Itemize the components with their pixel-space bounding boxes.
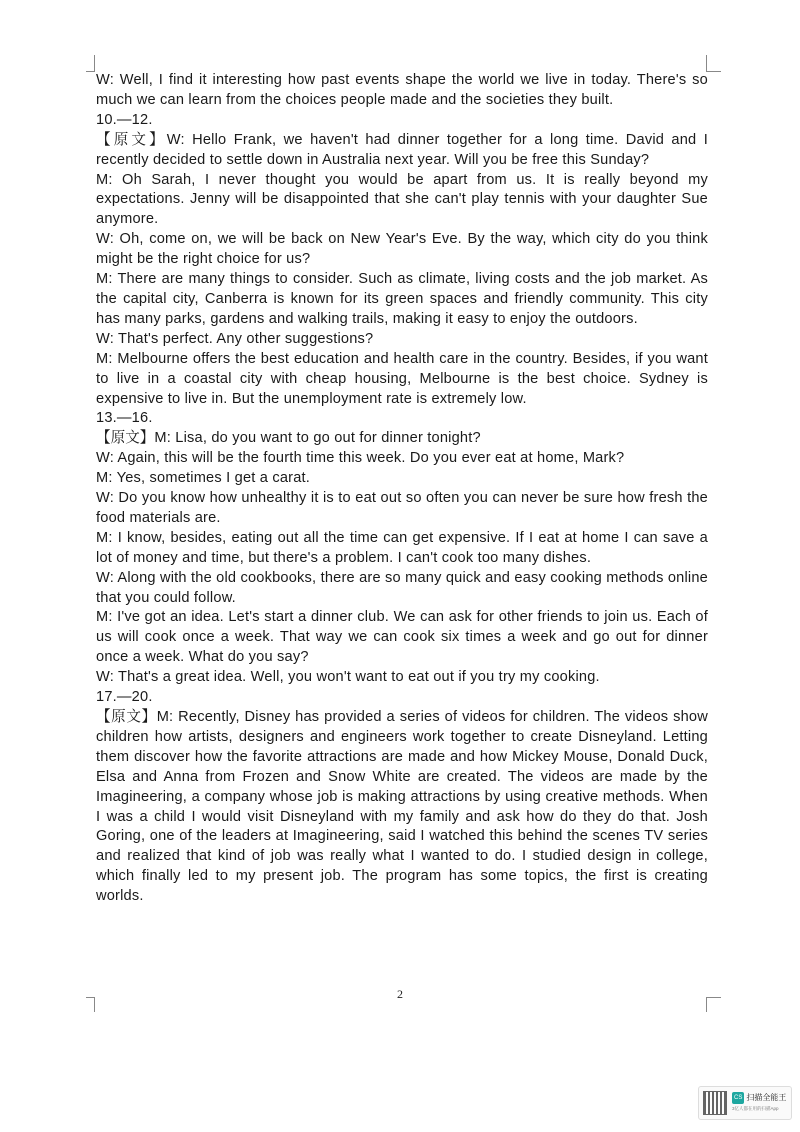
paragraph-text: W: Along with the old cookbooks, there are so many quick and easy cooking methods online that you could follow. bbox=[96, 569, 708, 606]
transcript-paragraph bbox=[96, 489, 708, 529]
transcript-paragraph bbox=[96, 71, 708, 111]
scanner-app-name: 扫描全能王 bbox=[746, 1093, 787, 1102]
paragraph-text: W: That's a great idea. Well, you won't want to eat out if you try my cooking. bbox=[96, 669, 600, 686]
transcript-paragraph bbox=[96, 449, 708, 469]
transcript-paragraph bbox=[96, 608, 708, 668]
document-body bbox=[96, 71, 708, 907]
transcript-paragraph bbox=[96, 668, 708, 688]
original-text-tag: 【原文】 bbox=[96, 430, 155, 447]
transcript-paragraph bbox=[96, 330, 708, 350]
transcript-paragraph bbox=[96, 529, 708, 569]
paragraph-text: W: Well, I find it interesting how past events shape the world we live in today. There's so much we can learn from the choices people made and the societies they built. bbox=[96, 72, 708, 108]
paragraph-text: W: Do you know how unhealthy it is to eat out so often you can never be sure how fresh the food materials are. bbox=[96, 490, 708, 526]
paragraph-text: M: I've got an idea. Let's start a dinner club. We can ask for other friends to join us. Each of us will cook once a week. That way we can cook six times a week and go out for dinner once a week. What do you say? bbox=[96, 609, 708, 666]
paragraph-text: W: Again, this will be the fourth time this week. Do you ever eat at home, Mark? bbox=[96, 450, 625, 467]
transcript-paragraph bbox=[96, 131, 708, 171]
transcript-paragraph bbox=[96, 569, 708, 609]
paragraph-text: W: Oh, come on, we will be back on New Year's Eve. By the way, which city do you think might be the right choice for us? bbox=[96, 231, 708, 268]
paragraph-text: M: There are many things to consider. Such as climate, living costs and the job market. As the capital city, Canberra is known for its green spaces and friendly community. This city has many parks, gardens and walking trails, making it easy to enjoy the outdoors. bbox=[96, 271, 708, 327]
transcript-paragraph bbox=[96, 230, 708, 270]
transcript-paragraph bbox=[96, 171, 708, 231]
crop-mark-top-right bbox=[706, 55, 721, 72]
paragraph-text: M: Oh Sarah, I never thought you would be apart from us. It is really beyond my expectations. Jenny will be disappointed that she can't play tennis with your daughter Sue anymore. bbox=[96, 171, 708, 228]
scanner-watermark bbox=[698, 1086, 792, 1120]
section-heading: 17.—20. bbox=[96, 689, 153, 706]
section-heading: 10.—12. bbox=[96, 111, 153, 128]
original-text-tag: 【原文】 bbox=[96, 131, 167, 148]
paragraph-text: W: Hello Frank, we haven't had dinner together for a long time. David and I recently decided to settle down in Australia next year. Will you be free this Sunday? bbox=[96, 131, 708, 168]
crop-mark-top-left bbox=[86, 55, 95, 72]
transcript-paragraph bbox=[96, 429, 708, 449]
qr-code-icon bbox=[703, 1091, 727, 1115]
section-heading: 13.—16. bbox=[96, 410, 153, 427]
page-number: 2 bbox=[397, 987, 403, 1001]
paragraph-text: M: I know, besides, eating out all the time can get expensive. If I eat at home I can save a lot of money and time, but there's a problem. I can't cook too many dishes. bbox=[96, 529, 708, 566]
transcript-paragraph bbox=[96, 270, 708, 330]
paragraph-text: M: Lisa, do you want to go out for dinner tonight? bbox=[154, 430, 481, 447]
paragraph-text: M: Melbourne offers the best education and health care in the country. Besides, if you want to live in a coastal city with cheap housing, Melbourne is the best choice. Sydney is expensive to live in. But the unemployment rate is extremely low. bbox=[96, 350, 708, 407]
paragraph-text: M: Recently, Disney has provided a series of videos for children. The videos show children how artists, designers and engineers work together to create Disneyland. Letting them discover how the favorite attractions are made and how Mickey Mouse, Donald Duck, Elsa and Anna from Frozen and Snow White are created. The videos are made by the Imagineering, a company whose job is making attractions by using creative methods. When I was a child I would visit Disneyland with my family and ask how do they do that. Josh Goring, one of the leaders at Imagineering, said I watched this behind the scenes TV series and realized that kind of job was really what I wanted to do. I studied design in college, which finally led to my present job. The program has some topics, the first is creating worlds. bbox=[96, 709, 708, 905]
paragraph-text: M: Yes, sometimes I get a carat. bbox=[96, 470, 311, 487]
transcript-paragraph bbox=[96, 708, 708, 907]
camscanner-logo-icon: CS bbox=[732, 1092, 744, 1104]
original-text-tag: 【原文】 bbox=[96, 709, 157, 725]
scanner-subtitle: 3亿人都在用的扫描App bbox=[732, 1106, 779, 1111]
transcript-paragraph bbox=[96, 469, 708, 489]
transcript-paragraph bbox=[96, 350, 708, 410]
paragraph-text: W: That's perfect. Any other suggestions? bbox=[96, 330, 374, 347]
